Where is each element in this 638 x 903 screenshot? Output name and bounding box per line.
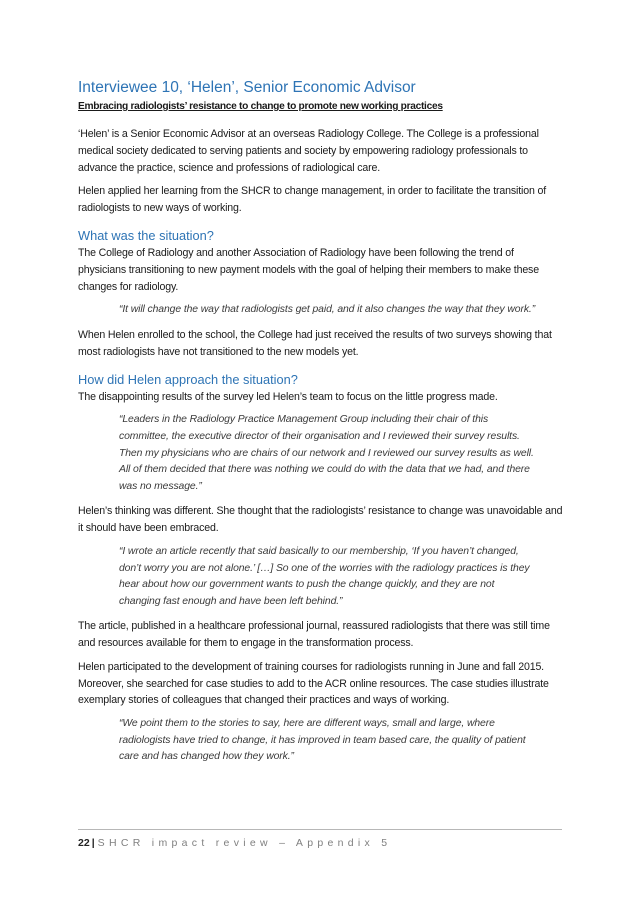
intro-paragraph: ‘Helen’ is a Senior Economic Advisor at an overseas Radiology College. The College is a professional medical society dedicated to serving patients and society by empowering radiology professionals to advance the practice, science and professions of radiological care. bbox=[78, 128, 539, 174]
interview-quote: “It will change the way that radiologists get paid, and it also changes the way that they work.” bbox=[119, 304, 536, 316]
section-heading-approach: How did Helen approach the situation? bbox=[78, 371, 298, 387]
footer-divider bbox=[78, 829, 562, 830]
body-paragraph: When Helen enrolled to the school, the College had just received the results of two surveys showing that most radiologists have not transitioned to the new models yet. bbox=[78, 328, 552, 358]
intro-paragraph: Helen applied her learning from the SHCR to change management, in order to facilitate the transition of radiologists to new ways of working. bbox=[78, 185, 547, 215]
running-title: SHCR impact review – Appendix 5 bbox=[97, 837, 392, 849]
footer-separator: | bbox=[91, 837, 95, 849]
page-content bbox=[78, 78, 564, 774]
section-heading-situation: What was the situation? bbox=[78, 227, 214, 243]
interview-quote: “I wrote an article recently that said basically to our membership, ‘If you haven’t changed, don’t worry you are not alone.’ […] So one of the worries with the radiology practices is they hear about how our government wants to push the change quickly, and they are not changing fast enough and have been left behind.” bbox=[119, 545, 530, 607]
page-footer bbox=[78, 836, 391, 850]
page-title: Interviewee 10, ‘Helen’, Senior Economic Advisor bbox=[78, 79, 416, 96]
body-paragraph: The article, published in a healthcare professional journal, reassured radiologists that there was still time and resources available for them to engage in the transformation process. bbox=[78, 620, 550, 650]
body-paragraph: Helen participated to the development of training courses for radiologists running in June and fall 2015. Moreover, she searched for case studies to add to the ACR online resources. The case studies illustrate exemplary stories of colleagues that changed their practices and ways of working. bbox=[78, 660, 549, 707]
body-paragraph: The disappointing results of the survey led Helen’s team to focus on the little progress made. bbox=[78, 390, 498, 403]
body-paragraph: The College of Radiology and another Association of Radiology have been following the trend of physicians transitioning to new payment models with the goal of helping their members to make these changes for radiology. bbox=[78, 246, 539, 293]
page-number: 22 bbox=[78, 837, 90, 849]
interview-quote: “We point them to the stories to say, here are different ways, small and large, where radiologists have tried to change, it has improved in team based care, the quality of patient care and has changed how they work.” bbox=[119, 718, 526, 763]
body-paragraph: Helen’s thinking was different. She thought that the radiologists’ resistance to change was unavoidable and it should have been embraced. bbox=[78, 505, 563, 535]
page-subtitle: Embracing radiologists’ resistance to change to promote new working practices bbox=[78, 101, 443, 112]
interview-quote: “Leaders in the Radiology Practice Management Group including their chair of this committee, the executive director of their organisation and I reviewed their survey results. Then my physicians who are chairs of our network and I reviewed our survey results as well. All of them decided that there was nothing we could do with the data that we had, and there was no message.” bbox=[119, 414, 534, 492]
